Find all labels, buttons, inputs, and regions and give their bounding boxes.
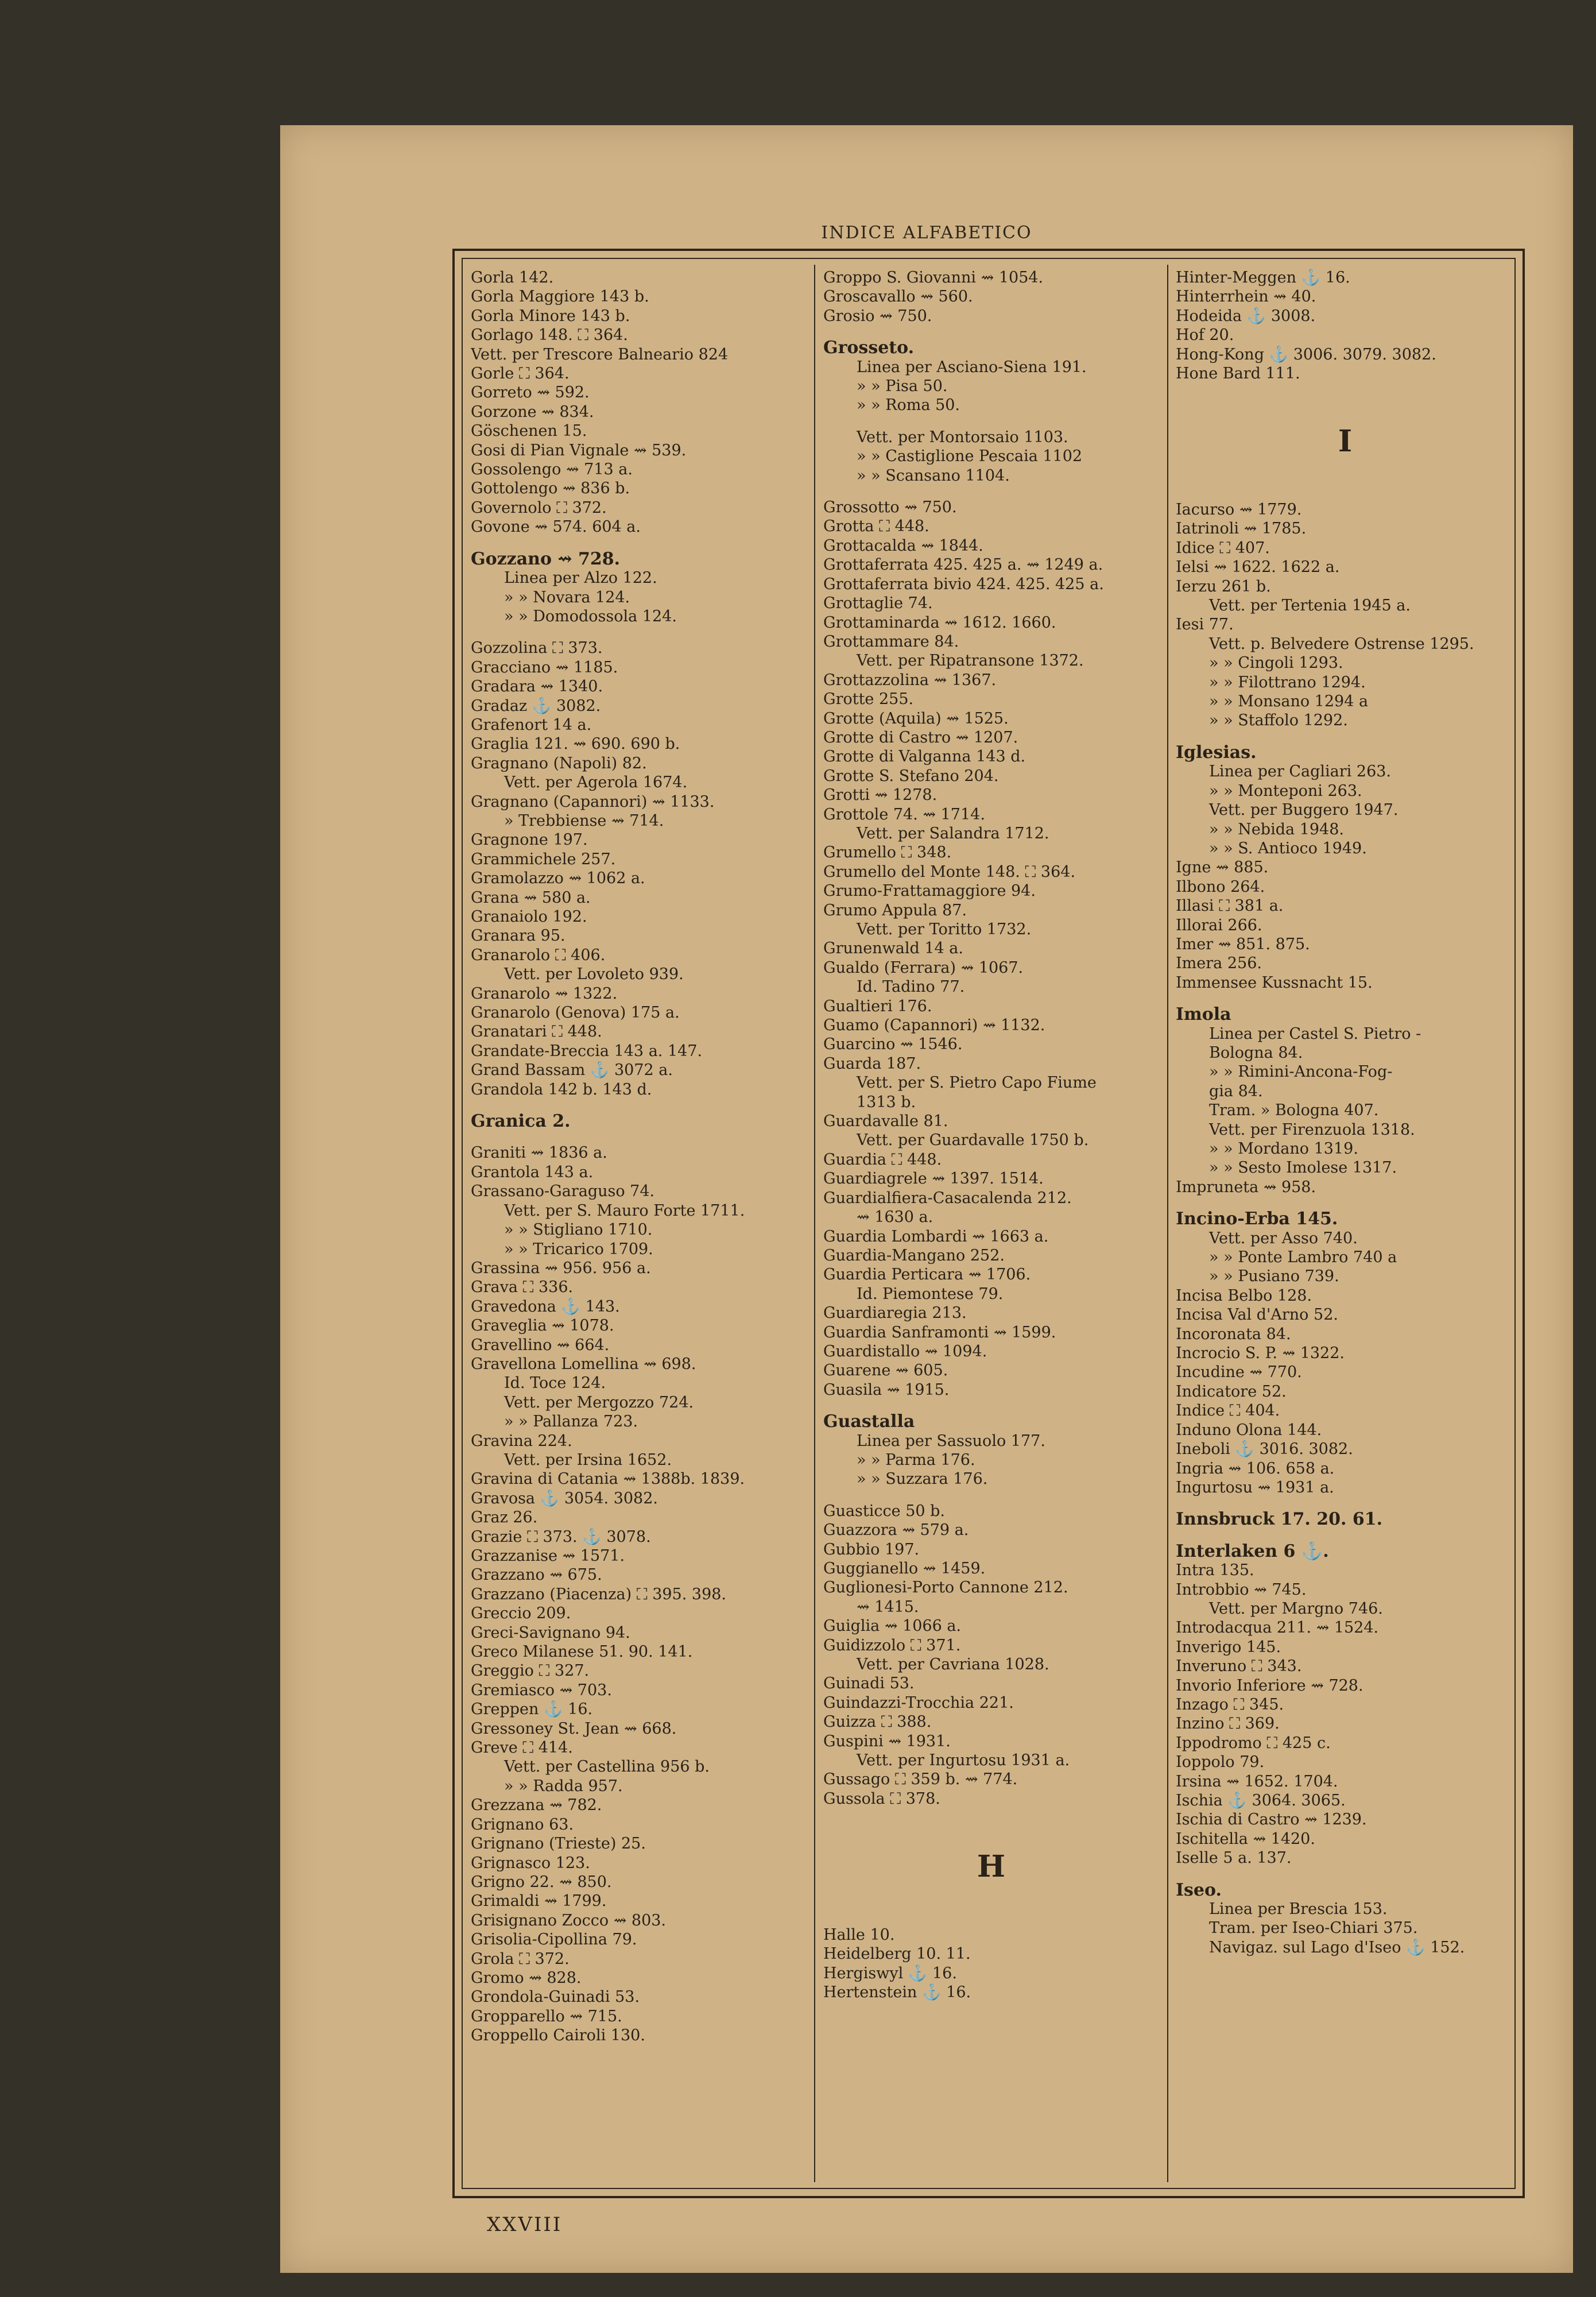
index-heading: Incino-Erba 145. — [1176, 1209, 1338, 1229]
index-entry: Grosio ⇝ 750. — [823, 307, 932, 325]
index-entry: Guazzora ⇝ 579 a. — [823, 1521, 969, 1540]
index-entry: Grandola 142 b. 143 d. — [471, 1080, 652, 1099]
index-heading: Innsbruck 17. 20. 61. — [1176, 1509, 1383, 1530]
spacer — [1176, 1868, 1514, 1881]
index-entry: Invorio Inferiore ⇝ 728. — [1176, 1676, 1363, 1695]
index-entry: Gorla Minore 143 b. — [471, 307, 630, 325]
index-subentry: Vett. per Lovoleto 939. — [504, 965, 684, 984]
index-entry: Grand Bassam ⚓ 3072 a. — [471, 1061, 673, 1080]
index-subentry: Vett. per S. Pietro Capo Fiume — [857, 1074, 1097, 1092]
index-entry: Grotte di Castro ⇝ 1207. — [823, 728, 1018, 747]
spacer — [1176, 1529, 1514, 1542]
index-column-3 — [1176, 268, 1514, 2182]
index-entry: Induno Olona 144. — [1176, 1421, 1322, 1439]
index-subentry: Vett. per Margno 746. — [1209, 1599, 1383, 1618]
index-entry: Grignasco 123. — [471, 1854, 590, 1872]
index-heading: Guastalla — [823, 1412, 915, 1432]
index-entry: Grottacalda ⇝ 1844. — [823, 536, 983, 555]
index-entry: Incrocio S. P. ⇝ 1322. — [1176, 1344, 1345, 1363]
index-entry: Grottaferrata bivio 424. 425. 425 a. — [823, 575, 1104, 593]
index-column-1 — [471, 268, 807, 2182]
spacer — [471, 1131, 807, 1143]
index-subentry: Vett. p. Belvedere Ostrense 1295. — [1209, 635, 1474, 653]
index-subentry: Linea per Sassuolo 177. — [857, 1432, 1045, 1450]
index-entry: Grignano 63. — [471, 1815, 574, 1834]
index-entry: Introdacqua 211. ⇝ 1524. — [1176, 1619, 1379, 1637]
index-subentry: Vett. per S. Mauro Forte 1711. — [504, 1201, 745, 1220]
index-subentry: » Trebbiense ⇝ 714. — [504, 811, 664, 830]
index-entry: Graniti ⇝ 1836 a. — [471, 1144, 607, 1162]
index-subentry: Vett. per Agerola 1674. — [504, 774, 688, 792]
index-entry: Illasi ⛶ 381 a. — [1176, 897, 1284, 915]
index-entry: Granarolo (Genova) 175 a. — [471, 1004, 680, 1022]
index-entry: Grandate-Breccia 143 a. 147. — [471, 1042, 703, 1060]
index-subentry: » » Parma 176. — [857, 1451, 975, 1469]
index-entry: Imera 256. — [1176, 954, 1262, 973]
section-letter: I — [1338, 424, 1353, 459]
index-entry: Incisa Belbo 128. — [1176, 1286, 1312, 1305]
index-subentry: » » Filottrano 1294. — [1209, 673, 1366, 691]
index-subentry: » » Novara 124. — [504, 588, 630, 606]
index-entry: Iselle 5 a. 137. — [1176, 1849, 1292, 1867]
index-entry: Greccio 209. — [471, 1604, 571, 1623]
index-entry: Halle 10. — [823, 1925, 895, 1944]
index-entry: Grottole 74. ⇝ 1714. — [823, 805, 985, 823]
index-entry: Ilbono 264. — [1176, 877, 1265, 896]
index-subentry: » » Monteponi 263. — [1209, 782, 1362, 800]
index-entry: Grava ⛶ 336. — [471, 1278, 574, 1297]
index-entry: Guggianello ⇝ 1459. — [823, 1560, 986, 1577]
index-heading: Interlaken 6 ⚓. — [1176, 1541, 1329, 1561]
index-entry: Guardia ⛶ 448. — [823, 1150, 942, 1169]
index-entry: Guardia Lombardi ⇝ 1663 a. — [823, 1227, 1049, 1246]
index-entry: Gracciano ⇝ 1185. — [471, 658, 618, 676]
index-subentry: ⇝ 1415. — [857, 1598, 919, 1616]
index-entry: Grotte 255. — [823, 690, 914, 709]
index-entry: Graglia 121. ⇝ 690. 690 b. — [471, 735, 680, 753]
index-subentry: » » S. Antioco 1949. — [1209, 839, 1367, 857]
index-entry: Greppen ⚓ 16. — [471, 1700, 593, 1719]
index-entry: Gozzolina ⛶ 373. — [471, 639, 603, 658]
index-entry: Incudine ⇝ 770. — [1176, 1363, 1302, 1382]
index-entry: Grottaminarda ⇝ 1612. 1660. — [823, 613, 1056, 632]
index-entry: Grezzana ⇝ 782. — [471, 1796, 602, 1815]
index-entry: Gravosa ⚓ 3054. 3082. — [471, 1489, 658, 1507]
index-entry: Grana ⇝ 580 a. — [471, 888, 591, 907]
index-subentry: Vett. per Salandra 1712. — [857, 824, 1049, 842]
index-entry: Hergiswyl ⚓ 16. — [823, 1964, 957, 1982]
index-entry: Guarene ⇝ 605. — [823, 1362, 948, 1380]
index-subentry: Id. Toce 124. — [504, 1374, 606, 1393]
index-subentry: » » Rimini-Ancona-Fog- — [1209, 1063, 1393, 1081]
spacer — [1176, 462, 1514, 481]
index-heading: Gozzano ⇝ 728. — [471, 548, 621, 569]
index-subentry: » » Pallanza 723. — [504, 1413, 638, 1431]
index-entry: Governolo ⛶ 372. — [471, 498, 607, 517]
index-entry: Grumello del Monte 148. ⛶ 364. — [823, 863, 1076, 881]
index-entry: Gubbio 197. — [823, 1540, 920, 1559]
index-entry: Gragnano (Napoli) 82. — [471, 754, 647, 772]
spacer — [823, 1399, 1159, 1412]
index-entry: Grottammare 84. — [823, 632, 959, 651]
index-subentry: Vett. per Guardavalle 1750 b. — [857, 1131, 1089, 1150]
book-page — [280, 125, 1573, 2273]
index-entry: Ingurtosu ⇝ 1931 a. — [1176, 1478, 1334, 1496]
index-entry: Ioppolo 79. — [1176, 1753, 1265, 1772]
index-entry: Vett. per Trescore Balneario 824 — [471, 345, 729, 364]
index-entry: Gravedona ⚓ 143. — [471, 1297, 620, 1316]
index-subentry: Navigaz. sul Lago d'Iseo ⚓ 152. — [1209, 1938, 1465, 1956]
index-entry: Grazzanise ⇝ 1571. — [471, 1547, 625, 1565]
index-entry: Hinter-Meggen ⚓ 16. — [1176, 269, 1350, 287]
spacer — [1176, 403, 1514, 421]
index-subentry: Linea per Brescia 153. — [1209, 1900, 1388, 1919]
index-entry: Inverigo 145. — [1176, 1638, 1281, 1656]
index-subentry: Vett. per Montorsaio 1103. — [857, 428, 1068, 446]
index-entry: Gragnone 197. — [471, 831, 588, 849]
index-entry: Grunenwald 14 a. — [823, 939, 963, 958]
index-entry: Guspini ⇝ 1931. — [823, 1732, 951, 1750]
index-entry: Guardiaregia 213. — [823, 1304, 967, 1322]
spacer — [1176, 992, 1514, 1005]
index-entry: Ingria ⇝ 106. 658 a. — [1176, 1459, 1335, 1478]
index-entry: Greve ⛶ 414. — [471, 1739, 573, 1757]
index-entry: Guarcino ⇝ 1546. — [823, 1035, 963, 1054]
spacer — [823, 1808, 1159, 1827]
index-entry: Grumo Appula 87. — [823, 901, 967, 919]
index-entry: Gremiasco ⇝ 703. — [471, 1681, 612, 1699]
index-entry: Gorle ⛶ 364. — [471, 365, 570, 383]
index-subentry: » » Cingoli 1293. — [1209, 654, 1343, 672]
index-subentry: » » Roma 50. — [857, 396, 960, 415]
index-frame — [452, 249, 1525, 2198]
index-entry: Gualdo (Ferrara) ⇝ 1067. — [823, 958, 1024, 977]
index-subentry: gia 84. — [1209, 1082, 1263, 1100]
index-entry: Göschenen 15. — [471, 422, 587, 440]
spacer — [823, 326, 1159, 338]
index-entry: Groppello Cairoli 130. — [471, 2027, 645, 2045]
index-column-2 — [823, 268, 1159, 2182]
column-divider — [1167, 265, 1168, 2182]
index-entry: Indicatore 52. — [1176, 1382, 1287, 1401]
spacer — [823, 415, 1159, 428]
index-entry: Idice ⛶ 407. — [1176, 539, 1270, 557]
index-entry: Granarolo ⛶ 406. — [471, 946, 606, 964]
index-entry: Hone Bard 111. — [1176, 365, 1300, 383]
index-entry: Grignano (Trieste) 25. — [471, 1835, 646, 1853]
index-subentry: » » Mordano 1319. — [1209, 1140, 1358, 1158]
index-entry: Grantola 143 a. — [471, 1163, 594, 1181]
index-entry: Gravellino ⇝ 664. — [471, 1336, 610, 1354]
index-entry: Incisa Val d'Arno 52. — [1176, 1306, 1338, 1324]
index-subentry: » » Domodossola 124. — [504, 607, 677, 625]
index-subentry: Vett. per Asso 740. — [1209, 1229, 1358, 1247]
index-entry: Grazzano ⇝ 675. — [471, 1566, 602, 1584]
index-entry: Gragnano (Capannori) ⇝ 1133. — [471, 792, 715, 811]
index-subentry: » » Nebida 1948. — [1209, 820, 1344, 838]
index-entry: Gressoney St. Jean ⇝ 668. — [471, 1719, 677, 1738]
index-entry: Grumello ⛶ 348. — [823, 844, 952, 862]
spacer — [823, 1828, 1159, 1847]
index-subentry: Vett. per Buggero 1947. — [1209, 801, 1399, 819]
index-entry: Ippodromo ⛶ 425 c. — [1176, 1734, 1331, 1752]
index-entry: Guinadi 53. — [823, 1675, 915, 1693]
index-entry: Iacurso ⇝ 1779. — [1176, 501, 1302, 519]
index-entry: Granatari ⛶ 448. — [471, 1023, 602, 1041]
index-entry: Grotte (Aquila) ⇝ 1525. — [823, 709, 1009, 728]
index-entry: Guglionesi-Porto Cannone 212. — [823, 1579, 1068, 1597]
index-entry: Guardiagrele ⇝ 1397. 1514. — [823, 1170, 1044, 1188]
column-divider — [814, 265, 815, 2182]
index-entry: Hertenstein ⚓ 16. — [823, 1983, 971, 2002]
index-entry: Introbbio ⇝ 745. — [1176, 1580, 1307, 1599]
index-entry: Guasila ⇝ 1915. — [823, 1380, 950, 1399]
index-subentry: Id. Piemontese 79. — [857, 1285, 1004, 1303]
index-entry: Gussola ⛶ 378. — [823, 1789, 940, 1808]
index-entry: Guardia-Mangano 252. — [823, 1246, 1005, 1264]
index-entry: Gottolengo ⇝ 836 b. — [471, 479, 630, 498]
index-entry: Grisignano Zocco ⇝ 803. — [471, 1911, 667, 1929]
index-subentry: 1313 b. — [857, 1093, 916, 1111]
index-entry: Guidizzolo ⛶ 371. — [823, 1636, 961, 1654]
index-subentry: Vett. per Mergozzo 724. — [504, 1393, 694, 1412]
index-entry: Grotte S. Stefano 204. — [823, 767, 999, 785]
index-subentry: Linea per Castel S. Pietro - — [1209, 1024, 1421, 1043]
index-subentry: » » Castiglione Pescaia 1102 — [857, 447, 1083, 466]
index-entry: Gramolazzo ⇝ 1062 a. — [471, 869, 645, 888]
index-heading: Grosseto. — [823, 338, 915, 358]
index-entry: Gorzone ⇝ 834. — [471, 403, 594, 421]
index-entry: Granarolo ⇝ 1322. — [471, 984, 618, 1003]
index-subentry: ⇝ 1630 a. — [857, 1208, 933, 1227]
spacer — [1176, 730, 1514, 743]
index-entry: Greci-Savignano 94. — [471, 1623, 630, 1642]
index-subentry: » » Scansano 1104. — [857, 466, 1010, 485]
index-subentry: Tram. » Bologna 407. — [1209, 1101, 1379, 1120]
index-entry: Iatrinoli ⇝ 1785. — [1176, 520, 1307, 538]
index-entry: Grafenort 14 a. — [471, 716, 592, 734]
index-entry: Guardavalle 81. — [823, 1112, 948, 1131]
index-subentry: » » Sesto Imolese 1317. — [1209, 1159, 1397, 1177]
index-entry: Grottaferrata 425. 425 a. ⇝ 1249 a. — [823, 556, 1103, 574]
index-subentry: Vett. per Castellina 956 b. — [504, 1758, 710, 1776]
index-entry: Gorla Maggiore 143 b. — [471, 288, 649, 306]
spacer — [1176, 481, 1514, 500]
index-entry: Gossolengo ⇝ 713 a. — [471, 461, 633, 479]
spacer — [1176, 1197, 1514, 1209]
index-entry: Ischitella ⇝ 1420. — [1176, 1830, 1315, 1848]
index-entry: Groppo S. Giovanni ⇝ 1054. — [823, 269, 1044, 287]
index-entry: Guardistallo ⇝ 1094. — [823, 1342, 987, 1360]
index-subentry: Vett. per Firenzuola 1318. — [1209, 1120, 1415, 1139]
index-entry: Grazie ⛶ 373. ⚓ 3078. — [471, 1528, 651, 1546]
index-entry: Ischia ⚓ 3064. 3065. — [1176, 1792, 1346, 1809]
index-subentry: Tram. per Iseo-Chiari 375. — [1209, 1919, 1418, 1938]
spacer — [471, 1099, 807, 1112]
index-entry: Incoronata 84. — [1176, 1325, 1291, 1343]
index-entry: Guasticce 50 b. — [823, 1502, 946, 1520]
index-entry: Grammichele 257. — [471, 850, 616, 868]
index-entry: Ineboli ⚓ 3016. 3082. — [1176, 1440, 1353, 1459]
index-entry: Hinterrhein ⇝ 40. — [1176, 288, 1316, 306]
section-letter: H — [977, 1849, 1006, 1885]
index-entry: Grotti ⇝ 1278. — [823, 786, 938, 805]
index-subentry: » » Tricarico 1709. — [504, 1240, 653, 1258]
index-entry: Guindazzi-Trocchia 221. — [823, 1693, 1014, 1712]
index-subentry: » » Stigliano 1710. — [504, 1221, 653, 1239]
index-entry: Inveruno ⛶ 343. — [1176, 1657, 1302, 1676]
index-entry: Guiglia ⇝ 1066 a. — [823, 1617, 962, 1635]
index-subentry: Vett. per Tertenia 1945 a. — [1209, 597, 1411, 615]
index-entry: Greco Milanese 51. 90. 141. — [471, 1643, 693, 1661]
spacer — [471, 626, 807, 639]
index-entry: Gosi di Pian Vignale ⇝ 539. — [471, 441, 687, 459]
index-subentry: Id. Tadino 77. — [857, 978, 965, 996]
page-header: INDICE ALFABETICO — [821, 223, 1032, 243]
index-entry: Gussago ⛶ 359 b. ⇝ 774. — [823, 1770, 1018, 1789]
spacer — [823, 1887, 1159, 1906]
index-heading: Imola — [1176, 1004, 1231, 1025]
index-entry: Imer ⇝ 851. 875. — [1176, 935, 1310, 953]
index-subentry: » » Ponte Lambro 740 a — [1209, 1248, 1397, 1267]
index-subentry: Linea per Alzo 122. — [504, 569, 657, 587]
index-entry: Immensee Kussnacht 15. — [1176, 973, 1373, 992]
index-entry: Grigno 22. ⇝ 850. — [471, 1873, 612, 1891]
index-entry: Gualtieri 176. — [823, 997, 932, 1015]
index-subentry: Vett. per Irsina 1652. — [504, 1451, 672, 1469]
index-subentry: Vett. per Toritto 1732. — [857, 921, 1032, 938]
index-entry: Irsina ⇝ 1652. 1704. — [1176, 1772, 1338, 1791]
index-entry: Grassina ⇝ 956. 956 a. — [471, 1259, 651, 1277]
index-entry: Granara 95. — [471, 927, 565, 945]
index-entry: Grottazzolina ⇝ 1367. — [823, 671, 997, 689]
index-entry: Graveglia ⇝ 1078. — [471, 1317, 614, 1335]
index-entry: Heidelberg 10. 11. — [823, 1945, 971, 1963]
index-entry: Guarda 187. — [823, 1054, 921, 1073]
index-entry: Grottaglie 74. — [823, 594, 933, 613]
index-entry: Igne ⇝ 885. — [1176, 859, 1269, 877]
index-entry: Hodeida ⚓ 3008. — [1176, 307, 1316, 325]
index-entry: Grondola-Guinadi 53. — [471, 1988, 640, 2006]
index-entry: Groscavallo ⇝ 560. — [823, 288, 973, 306]
index-entry: Impruneta ⇝ 958. — [1176, 1178, 1316, 1196]
index-subentry: Vett. per Cavriana 1028. — [857, 1656, 1049, 1674]
index-entry: Guardia Sanframonti ⇝ 1599. — [823, 1323, 1056, 1341]
index-entry: Hong-Kong ⚓ 3006. 3079. 3082. — [1176, 345, 1436, 364]
spacer — [1176, 383, 1514, 402]
index-entry: Intra 135. — [1176, 1561, 1254, 1580]
index-entry: Ierzu 261 b. — [1176, 577, 1271, 595]
index-entry: Grazzano (Piacenza) ⛶ 395. 398. — [471, 1585, 727, 1603]
spacer — [823, 1489, 1159, 1502]
index-entry: Gravina 224. — [471, 1432, 572, 1450]
index-subentry: » » Radda 957. — [504, 1777, 623, 1795]
index-heading: Iseo. — [1176, 1880, 1222, 1900]
index-entry: Iesi 77. — [1176, 616, 1234, 634]
index-entry: Gorlago 148. ⛶ 364. — [471, 326, 628, 345]
index-frame-inner — [462, 258, 1516, 2189]
index-entry: Gropparello ⇝ 715. — [471, 2007, 622, 2025]
index-entry: Grola ⛶ 372. — [471, 1950, 570, 1968]
spacer — [823, 485, 1159, 498]
index-subentry: Linea per Asciano-Siena 191. — [857, 358, 1087, 376]
index-entry: Grimaldi ⇝ 1799. — [471, 1892, 607, 1911]
index-entry: Guardialfiera-Casacalenda 212. — [823, 1189, 1072, 1207]
index-subentry: » » Pusiano 739. — [1209, 1267, 1339, 1286]
index-subentry: Vett. per Ripatransone 1372. — [857, 652, 1084, 670]
index-entry: Grotta ⛶ 448. — [823, 517, 929, 536]
index-entry: Granaiolo 192. — [471, 908, 587, 926]
index-subentry: » » Monsano 1294 a — [1209, 693, 1369, 711]
index-entry: Gravellona Lomellina ⇝ 698. — [471, 1355, 696, 1373]
index-entry: Ischia di Castro ⇝ 1239. — [1176, 1811, 1367, 1829]
index-entry: Gromo ⇝ 828. — [471, 1969, 582, 1987]
index-entry: Grossotto ⇝ 750. — [823, 498, 957, 517]
index-entry: Gorreto ⇝ 592. — [471, 384, 590, 402]
index-entry: Gradara ⇝ 1340. — [471, 678, 603, 696]
spacer — [471, 537, 807, 550]
index-heading: Iglesias. — [1176, 742, 1257, 763]
index-entry: Guamo (Capannori) ⇝ 1132. — [823, 1016, 1045, 1035]
index-subentry: » » Suzzara 176. — [857, 1470, 988, 1488]
index-subentry: » » Pisa 50. — [857, 377, 948, 396]
index-entry: Greggio ⛶ 327. — [471, 1662, 590, 1680]
index-entry: Inzago ⛶ 345. — [1176, 1695, 1284, 1714]
index-entry: Graz 26. — [471, 1509, 538, 1527]
index-entry: Grisolia-Cipollina 79. — [471, 1931, 637, 1949]
index-subentry: Bologna 84. — [1209, 1043, 1303, 1062]
index-entry: Hof 20. — [1176, 326, 1234, 345]
index-entry: Guardia Perticara ⇝ 1706. — [823, 1266, 1031, 1284]
index-entry: Indice ⛶ 404. — [1176, 1402, 1280, 1420]
index-entry: Gorla 142. — [471, 269, 554, 287]
index-subentry: Linea per Cagliari 263. — [1209, 763, 1392, 781]
spacer — [823, 1906, 1159, 1925]
index-heading: Granica 2. — [471, 1111, 571, 1132]
page-number: XXVIII — [487, 2213, 563, 2236]
index-entry: Inzino ⛶ 369. — [1176, 1715, 1280, 1733]
index-entry: Grumo-Frattamaggiore 94. — [823, 882, 1036, 900]
index-entry: Gravina di Catania ⇝ 1388b. 1839. — [471, 1470, 745, 1488]
index-entry: Gradaz ⚓ 3082. — [471, 697, 601, 715]
index-subentry: » » Staffolo 1292. — [1209, 711, 1348, 730]
index-entry: Grassano-Garaguso 74. — [471, 1182, 655, 1201]
index-entry: Guizza ⛶ 388. — [823, 1713, 932, 1731]
index-entry: Illorai 266. — [1176, 916, 1262, 934]
index-entry: Ielsi ⇝ 1622. 1622 a. — [1176, 558, 1340, 577]
index-subentry: Vett. per Ingurtosu 1931 a. — [857, 1751, 1070, 1770]
index-entry: Grotte di Valganna 143 d. — [823, 748, 1026, 766]
spacer — [1176, 1497, 1514, 1510]
index-entry: Govone ⇝ 574. 604 a. — [471, 518, 641, 536]
